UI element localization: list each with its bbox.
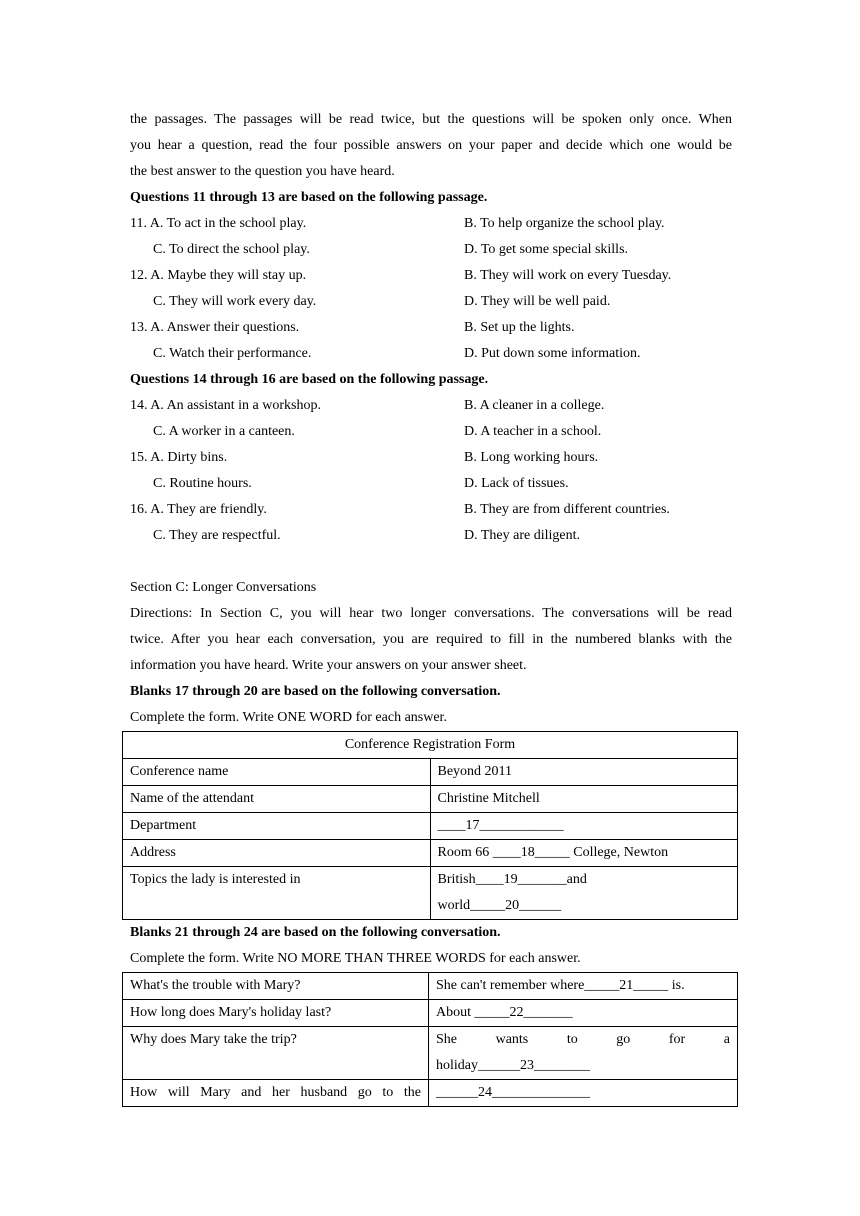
q12-option-d: D. They will be well paid. [464,294,611,309]
form1-value-topics [430,867,738,920]
section-c-line-3: information you have heard. Write your answers on your answer sheet. [130,658,527,673]
form1-label-department: Department [123,813,431,840]
form1-topics-line-1: British____19_______and [437,872,587,887]
table-row [123,867,738,920]
intro-line-1: the passages. The passages will be read twice, but the questions will be spoken only once. When [130,112,732,127]
form1-label-topics: Topics the lady is interested in [123,867,431,920]
question-11-row-2 [130,237,732,263]
q13-option-b: B. Set up the lights. [464,320,575,335]
question-12-row-1 [130,263,732,289]
q14-option-b: B. A cleaner in a college. [464,398,605,413]
q13-option-c: C. Watch their performance. [153,346,312,361]
spacer [130,549,732,575]
section-c-line-1: Directions: In Section C, you will hear two longer conversations. The conversations will be read [130,606,732,621]
form1-value-department: ____17____________ [430,813,738,840]
blanks1-heading: Blanks 17 through 20 are based on the following conversation. [130,684,501,699]
q15-option-c: C. Routine hours. [153,476,252,491]
question-14-row-2 [130,419,732,445]
question-13-row-2 [130,341,732,367]
table-row [123,786,738,813]
form1-value-conference-name: Beyond 2011 [430,759,738,786]
blanks1-instruction: Complete the form. Write ONE WORD for each answer. [130,710,447,725]
question-11-row-1 [130,211,732,237]
table-row [123,1000,738,1027]
q13-option-d: D. Put down some information. [464,346,641,361]
question-13-row-1 [130,315,732,341]
question-14-row-1 [130,393,732,419]
q15-option-d: D. Lack of tissues. [464,476,569,491]
question-12-row-2 [130,289,732,315]
q16-option-b: B. They are from different countries. [464,502,670,517]
table-row [123,840,738,867]
document-page [130,107,732,1107]
q11-option-c: C. To direct the school play. [153,242,310,257]
table-row [123,1027,738,1080]
form1-value-address: Room 66 ____18_____ College, Newton [430,840,738,867]
q12-option-c: C. They will work every day. [153,294,317,309]
q12-option-b: B. They will work on every Tuesday. [464,268,672,283]
intro-line-3: the best answer to the question you have heard. [130,164,395,179]
question-16-row-2 [130,523,732,549]
form2-label-how-go: How will Mary and her husband go to the [123,1080,429,1107]
conference-registration-form [122,731,738,920]
section-c-title: Section C: Longer Conversations [130,580,317,595]
q14-option-d: D. A teacher in a school. [464,424,602,439]
table-row [123,973,738,1000]
section-c-line-2: twice. After you hear each conversation, you are required to fill in the numbered blanks with the [130,632,732,647]
question-15-row-1 [130,445,732,471]
intro-line-2: you hear a question, read the four possible answers on your paper and decide which one would be [130,138,732,153]
q16-option-a: 16. A. They are friendly. [130,502,267,517]
question-15-row-2 [130,471,732,497]
form2-label-why-trip: Why does Mary take the trip? [123,1027,429,1080]
group1-heading: Questions 11 through 13 are based on the following passage. [130,190,488,205]
group2-heading: Questions 14 through 16 are based on the following passage. [130,372,489,387]
blanks2-heading: Blanks 21 through 24 are based on the following conversation. [130,925,501,940]
blanks2-instruction: Complete the form. Write NO MORE THAN THREE WORDS for each answer. [130,951,581,966]
q14-option-c: C. A worker in a canteen. [153,424,295,439]
form1-topics-line-2: world_____20______ [437,898,562,913]
q15-option-b: B. Long working hours. [464,450,599,465]
form1-label-attendant: Name of the attendant [123,786,431,813]
form2-label-trouble: What's the trouble with Mary? [123,973,429,1000]
table-row [123,1080,738,1107]
form2-label-holiday-length: How long does Mary's holiday last? [123,1000,429,1027]
form1-value-attendant: Christine Mitchell [430,786,738,813]
form2-value-trouble: She can't remember where_____21_____ is. [429,973,738,1000]
q15-option-a: 15. A. Dirty bins. [130,450,228,465]
form1-label-address: Address [123,840,431,867]
q16-option-c: C. They are respectful. [153,528,281,543]
q11-option-d: D. To get some special skills. [464,242,629,257]
question-16-row-1 [130,497,732,523]
q14-option-a: 14. A. An assistant in a workshop. [130,398,321,413]
q16-option-d: D. They are diligent. [464,528,580,543]
form1-label-conference-name: Conference name [123,759,431,786]
form2-value-holiday-length: About _____22_______ [429,1000,738,1027]
q11-option-a: 11. A. To act in the school play. [130,216,307,231]
form2-why-line-1: She wants to go for a [436,1032,730,1047]
q13-option-a: 13. A. Answer their questions. [130,320,300,335]
form2-value-how-go: ______24______________ [429,1080,738,1107]
form2-value-why-trip [429,1027,738,1080]
table-row [123,759,738,786]
q12-option-a: 12. A. Maybe they will stay up. [130,268,307,283]
table-row [123,813,738,840]
form2-why-line-2: holiday______23________ [436,1058,590,1073]
form1-title: Conference Registration Form [123,732,738,759]
conversation-2-form [122,972,738,1107]
q11-option-b: B. To help organize the school play. [464,216,665,231]
